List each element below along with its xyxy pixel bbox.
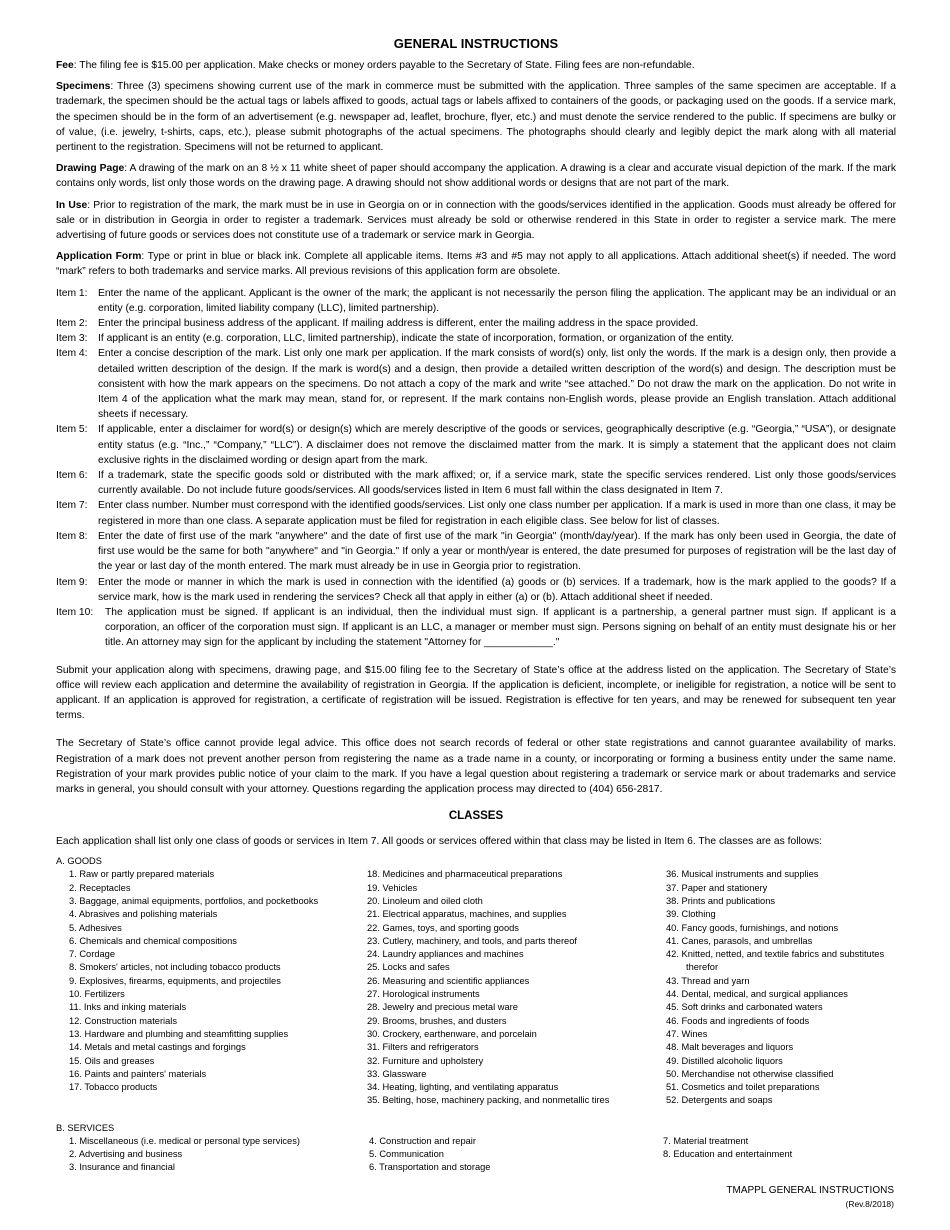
class-item: 41. Canes, parasols, and umbrellas	[666, 935, 813, 946]
item-text: If applicable, enter a disclaimer for word(s) or design(s) which are merely descriptive of the goods or services, geographically descriptive (e.g. “Georgia,” “USA”), or designate entity status (e.g. “Inc.,” “Company,” “LLC”). A disclaimer does not remove the disclaimed matter from the mark. It is simply a statement that the applicant does not claim exclusive rights in the disclaimed wording or design apart from the mark.	[98, 424, 896, 466]
item-2	[56, 316, 896, 331]
item-9	[56, 575, 896, 605]
application-form-label: Application Form	[56, 251, 142, 263]
class-item: 16. Paints and painters' materials	[69, 1068, 207, 1079]
item-4	[56, 346, 896, 422]
class-item: 36. Musical instruments and supplies	[666, 869, 819, 880]
class-item: 47. Wines	[666, 1028, 708, 1039]
item-text: Enter the date of first use of the mark "anywhere" and the date of first use of the mark "in Georgia" (month/day/year). If the mark has only been used in Georgia, the date of first use would be the same for both "anywhere" and "in Georgia." If only a year or month/year is entered, the date presumed for purposes of registration will be the last day of the year or last day of the month entered. The mark must already be in use in Georgia prior to registration.	[98, 530, 896, 573]
class-item: 8. Smokers' articles, not including tobacco products	[69, 962, 281, 973]
item-list	[56, 286, 896, 651]
services-title: B. SERVICES	[56, 1122, 115, 1133]
item-text: Enter the principal business address of the applicant. If mailing address is different, enter the mailing address in the space provided.	[98, 318, 699, 330]
class-item: 38. Prints and publications	[666, 895, 776, 906]
class-item: 51. Cosmetics and toilet preparations	[666, 1082, 820, 1093]
class-item: 5. Adhesives	[69, 922, 122, 933]
item-5	[56, 422, 896, 468]
class-item: 49. Distilled alcoholic liquors	[666, 1055, 783, 1066]
class-item: 25. Locks and safes	[367, 962, 450, 973]
page-title: GENERAL INSTRUCTIONS	[393, 36, 559, 51]
application-form-text: : Type or print in blue or black ink. Complete all applicable items. Items #3 and #5 may not apply to all applications. Attach additional sheet(s) if needed. The word “mark” refers to both trademarks and service marks. All previous revisions of this application form are obsolete.	[56, 251, 896, 278]
class-item: 6. Chemicals and chemical compositions	[69, 935, 237, 946]
item-number: Item 10:	[56, 606, 94, 618]
goods-column-3	[666, 868, 896, 1107]
class-item: 37. Paper and stationery	[666, 882, 768, 893]
class-item: 42. Knitted, netted, and textile fabrics and substitutes therefor	[666, 949, 885, 973]
class-item: 13. Hardware and plumbing and steamfitting supplies	[69, 1028, 289, 1039]
services-columns	[69, 1135, 896, 1175]
class-item: 39. Clothing	[666, 909, 716, 920]
class-item: 5. Communication	[369, 1149, 444, 1160]
class-item: 11. Inks and inking materials	[69, 1002, 187, 1013]
specimens-paragraph	[56, 79, 896, 155]
footer-form-name: TMAPPL GENERAL INSTRUCTIONS	[726, 1185, 894, 1196]
item-10	[56, 605, 896, 651]
item-number: Item 8:	[56, 530, 88, 542]
goods-column-2	[367, 868, 666, 1107]
drawing-page-label: Drawing Page	[56, 163, 125, 175]
item-number: Item 4:	[56, 348, 88, 360]
class-item: 8. Education and entertainment	[663, 1149, 793, 1160]
item-text: Enter a concise description of the mark. List only one mark per application. If the mark consists of word(s) only, list only the words. If the mark is a design only, then provide a detailed written description of the design. If the mark is word(s) and a design, then provide a detailed written description of the word(s) and design. The description must be consistent with how the mark appears on the specimens. Do not attach a copy of the mark and write “see attached.” Do not draw the mark on the application. Do not write in Item 4 of the application what the mark may mean, stand for, or represent. If the mark contains non-English words, please provide an English translation. Attach additional sheets if necessary.	[98, 348, 896, 421]
services-column-2	[369, 1135, 663, 1175]
application-form-paragraph	[56, 249, 896, 279]
class-item: 26. Measuring and scientific appliances	[367, 975, 530, 986]
fee-label: Fee	[56, 60, 74, 71]
item-text: If a trademark, state the specific goods sold or distributed with the mark affixed; or, if a service mark, state the specific services rendered. List only those goods/services currently available. Do not include future goods/services. All goods/services listed in Item 6 must fall within the class designated in Item 7.	[98, 470, 896, 497]
class-item: 23. Cutlery, machinery, and tools, and parts thereof	[367, 935, 577, 946]
classes-intro: Each application shall list only one class of goods or services in Item 7. All goods or services offered within that class may be listed in Item 6. The classes are as follows:	[56, 836, 822, 848]
in-use-text: : Prior to registration of the mark, the mark must be in use in Georgia on or in connection with the goods/services identified in the application. Goods must already be offered for sale or in distribution in Georgia in order to register a trademark. Services must already be sold or otherwise rendered in this State in order to register a service mark. The mere advertising of future goods or services does not constitute use of a trademark or service mark in Georgia.	[56, 199, 896, 242]
class-item: 32. Furniture and upholstery	[367, 1055, 484, 1066]
class-item: 1. Miscellaneous (i.e. medical or personal type services)	[69, 1135, 300, 1146]
class-item: 22. Games, toys, and sporting goods	[367, 922, 519, 933]
class-item: 27. Horological instruments	[367, 989, 480, 1000]
specimens-text: : Three (3) specimens showing current use of the mark in commerce must be submitted with the application. Three samples of the same specimen are acceptable. If a trademark, the specimen should be the actual tags or labels affixed to goods, actual tags or labels affixed to containers of the goods, or packaging used on the goods. If a service mark, the specimen should be in the form of an advertisement (e.g. newspaper ad, leaflet, brochure, flyer, etc.) and must denote the service rendered to the public. If specimens are bulky or of value, (i.e. jewelry, t-shirts, caps, etc.), please submit photographs of the actual specimens. The photographs should clearly and legibly depict the mark along with all material pertinent to the registration. Specimens will not be returned to applicant.	[56, 81, 896, 154]
class-item: 10. Fertilizers	[69, 989, 125, 1000]
goods-title: A. GOODS	[56, 856, 102, 867]
class-item: 2. Receptacles	[69, 882, 131, 893]
class-item: 46. Foods and ingredients of foods	[666, 1015, 810, 1026]
class-item: 3. Baggage, animal equipments, portfolios, and pocketbooks	[69, 895, 319, 906]
class-item: 33. Glassware	[367, 1068, 427, 1079]
in-use-label: In Use	[56, 199, 88, 211]
class-item: 14. Metals and metal castings and forgings	[69, 1042, 246, 1053]
class-item: 2. Advertising and business	[69, 1149, 183, 1160]
item-text: Enter class number. Number must correspond with the identified goods/services. List only one class number per application. If a mark is used in more than one class, it may be registered in more than one class. A separate application must be filed for registration in each eligible class. See below for list of classes.	[98, 500, 896, 527]
goods-columns	[69, 868, 896, 1107]
fee-paragraph	[56, 58, 896, 73]
footer	[726, 1184, 894, 1210]
fee-text: : The filing fee is $15.00 per application. Make checks or money orders payable to the Secretary of State. Filing fees are non-refundable.	[73, 60, 695, 71]
submit-paragraph: Submit your application along with specimens, drawing page, and $15.00 filing fee to the Secretary of State’s office at the address listed on the application. The Secretary of State’s office will review each application and determine the availability of registration in Georgia. If the application is deficient, incomplete, or ineligible for registration, a notice will be sent to applicant. If an application is approved for registration, a certificate of registration will be issued. Registration is effective for ten years, and may be renewed for subsequent ten year terms.	[56, 664, 896, 722]
class-item: 30. Crockery, earthenware, and porcelain	[367, 1028, 537, 1039]
class-item: 6. Transportation and storage	[369, 1162, 491, 1173]
item-text: Enter the mode or manner in which the mark is used in connection with the identified (a) goods or (b) services. If a trademark, how is the mark applied to the goods? If a service mark, how is the mark used in rendering the services? Check all that apply in either (a) or (b). Attach additional sheet if needed.	[98, 576, 896, 603]
item-number: Item 2:	[56, 318, 88, 330]
class-item: 40. Fancy goods, furnishings, and notions	[666, 922, 839, 933]
class-item: 50. Merchandise not otherwise classified	[666, 1068, 834, 1079]
class-item: 52. Detergents and soaps	[666, 1095, 773, 1106]
item-number: Item 9:	[56, 576, 88, 588]
class-item: 24. Laundry appliances and machines	[367, 949, 524, 960]
class-item: 4. Construction and repair	[369, 1135, 476, 1146]
class-item: 29. Brooms, brushes, and dusters	[367, 1015, 507, 1026]
item-text: The application must be signed. If applicant is an individual, then the individual must sign. If applicant is a partnership, a general partner must sign. If applicant is a corporation, an officer of the corporation must sign. If applicant is an LLC, a manager or member must sign. Persons signing on behalf of an entity must designate his or her title. An attorney may sign for the applicant by including the statement "Attorney for ____________."	[105, 606, 896, 649]
item-text: If applicant is an entity (e.g. corporation, LLC, limited partnership), indicate the state of incorporation, formation, or organization of the entity.	[98, 333, 734, 345]
services-column-1	[69, 1135, 369, 1175]
item-number: Item 3:	[56, 333, 88, 345]
class-item: 4. Abrasives and polishing materials	[69, 909, 218, 920]
class-item: 1. Raw or partly prepared materials	[69, 869, 215, 880]
item-number: Item 7:	[56, 500, 88, 512]
class-item: 48. Malt beverages and liquors	[666, 1042, 794, 1053]
class-item: 35. Belting, hose, machinery packing, and nonmetallic tires	[367, 1095, 610, 1106]
in-use-paragraph	[56, 198, 896, 244]
item-number: Item 1:	[56, 287, 88, 299]
class-item: 17. Tobacco products	[69, 1082, 158, 1093]
class-item: 44. Dental, medical, and surgical appliances	[666, 989, 848, 1000]
class-item: 3. Insurance and financial	[69, 1162, 175, 1173]
footer-revision: (Rev.8/2018)	[845, 1199, 894, 1209]
item-number: Item 5:	[56, 424, 88, 436]
goods-column-1	[69, 868, 367, 1107]
class-item: 31. Filters and refrigerators	[367, 1042, 479, 1053]
item-1	[56, 286, 896, 316]
class-item: 12. Construction materials	[69, 1015, 177, 1026]
class-item: 9. Explosives, firearms, equipments, and projectiles	[69, 975, 281, 986]
item-6	[56, 468, 896, 498]
class-item: 21. Electrical apparatus, machines, and supplies	[367, 909, 567, 920]
class-item: 7. Material treatment	[663, 1135, 749, 1146]
instructions-page	[56, 36, 896, 1175]
classes-title: CLASSES	[448, 810, 504, 823]
item-8	[56, 529, 896, 575]
specimens-label: Specimens	[56, 81, 111, 93]
class-item: 19. Vehicles	[367, 882, 418, 893]
class-item: 43. Thread and yarn	[666, 975, 750, 986]
item-7	[56, 498, 896, 528]
class-item: 18. Medicines and pharmaceutical preparations	[367, 869, 563, 880]
class-item: 34. Heating, lighting, and ventilating apparatus	[367, 1082, 559, 1093]
class-item: 28. Jewelry and precious metal ware	[367, 1002, 518, 1013]
class-item: 7. Cordage	[69, 949, 115, 960]
services-column-3	[663, 1135, 893, 1175]
item-text: Enter the name of the applicant. Applicant is the owner of the mark; the applicant is not necessarily the person filing the application. The applicant may be an individual or an entity (e.g. corporation, limited liability company (LLC), limited partnership).	[98, 287, 896, 314]
class-item: 15. Oils and greases	[69, 1055, 155, 1066]
item-3	[56, 331, 896, 346]
legal-advice-paragraph: The Secretary of State’s office cannot provide legal advice. This office does not search records of federal or other state registrations and cannot guarantee availability of marks. Registration of a mark does not prevent another person from registering the name as a trade name in a county, or incorporating or forming a business entity under the same name. Registration of your mark provides public notice of your claim to the mark. If you have a legal question about registering a trademark or service mark or about trademarks and service marks in general, you should consult with your attorney. Questions regarding the application process may directed to (404) 656-2817.	[56, 738, 896, 795]
class-item: 45. Soft drinks and carbonated waters	[666, 1002, 823, 1013]
item-number: Item 6:	[56, 470, 88, 482]
class-item: 20. Linoleum and oiled cloth	[367, 895, 483, 906]
drawing-page-paragraph	[56, 161, 896, 191]
drawing-page-text: : A drawing of the mark on an 8 ½ x 11 white sheet of paper should accompany the application. A drawing is a clear and accurate visual depiction of the mark. If the mark contains only words, list only those words on the drawing page. A drawing should not show additional words or designs that are not part of the mark.	[56, 163, 896, 190]
